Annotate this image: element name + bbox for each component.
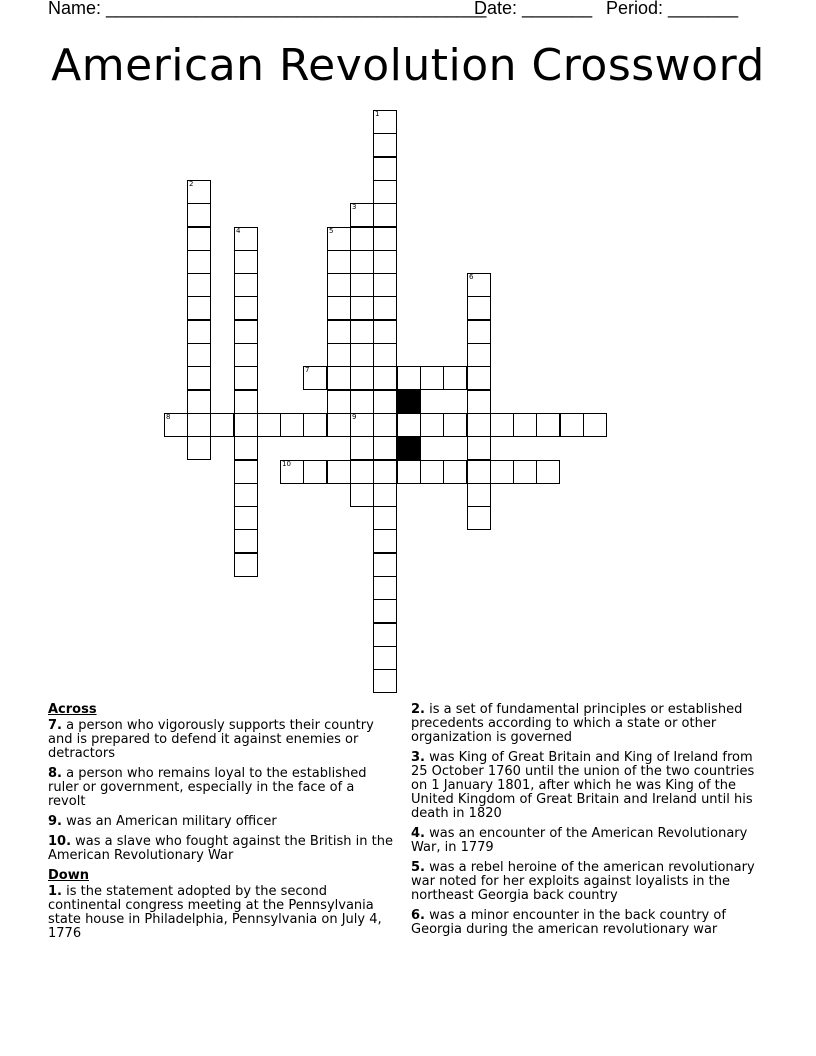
- clue-text: was King of Great Britain and King of Ireland from 25 October 1760 until the union of the two countries on 1 January 1801, after which he was King of the United Kingdom of Great Britain and Ireland until his death in 1820: [411, 750, 755, 821]
- grid-cell[interactable]: [234, 390, 258, 414]
- grid-cell[interactable]: [327, 366, 351, 390]
- period-field-label: Period: _______: [606, 0, 739, 18]
- grid-cell[interactable]: [536, 413, 560, 437]
- grid-cell[interactable]: [234, 506, 258, 530]
- clue-start-number: 7: [305, 366, 310, 374]
- grid-cell[interactable]: [373, 599, 397, 623]
- clue-text: was an encounter of the American Revolutionary War, in 1779: [411, 826, 748, 855]
- grid-cell[interactable]: [350, 343, 374, 367]
- clue-down-3: [411, 751, 766, 821]
- grid-cell[interactable]: [467, 460, 491, 484]
- grid-cell[interactable]: [467, 506, 491, 530]
- grid-cell[interactable]: [187, 250, 211, 274]
- clue-down-5: [411, 861, 766, 903]
- name-field-label: Name: ______________________________________: [48, 0, 487, 18]
- clue-start-number: 8: [166, 413, 171, 421]
- grid-cell[interactable]: [187, 413, 211, 437]
- clue-start-number: 3: [352, 203, 357, 211]
- grid-cell[interactable]: [350, 413, 374, 437]
- clue-number: 7.: [48, 718, 62, 733]
- clue-number: 4.: [411, 826, 425, 841]
- grid-cell[interactable]: [467, 483, 491, 507]
- grid-cell[interactable]: [187, 366, 211, 390]
- grid-cell[interactable]: [560, 413, 584, 437]
- grid-cell[interactable]: [187, 343, 211, 367]
- clue-number: 6.: [411, 908, 425, 923]
- grid-cell[interactable]: [164, 413, 188, 437]
- grid-cell[interactable]: [234, 296, 258, 320]
- grid-cell[interactable]: [280, 413, 304, 437]
- grid-cell[interactable]: [187, 436, 211, 460]
- grid-cell[interactable]: [234, 227, 258, 251]
- grid-cell[interactable]: [443, 413, 467, 437]
- grid-cell[interactable]: [373, 250, 397, 274]
- grid-cell[interactable]: [303, 413, 327, 437]
- grid-cell[interactable]: [373, 413, 397, 437]
- grid-cell[interactable]: [373, 133, 397, 157]
- grid-cell[interactable]: [234, 273, 258, 297]
- clue-across-8: [48, 767, 393, 809]
- clue-start-number: 10: [282, 460, 291, 468]
- grid-cell[interactable]: [373, 320, 397, 344]
- grid-cell[interactable]: [327, 250, 351, 274]
- grid-cell[interactable]: [373, 529, 397, 553]
- grid-cell[interactable]: [234, 343, 258, 367]
- clue-start-number: 9: [352, 413, 357, 421]
- across-heading: Across: [48, 702, 97, 717]
- grid-cell[interactable]: [513, 460, 537, 484]
- grid-cell[interactable]: [373, 110, 397, 134]
- grid-cell[interactable]: [467, 436, 491, 460]
- grid-cell[interactable]: [234, 529, 258, 553]
- grid-black-cell: [397, 390, 421, 414]
- grid-cell[interactable]: [234, 483, 258, 507]
- grid-cell[interactable]: [350, 366, 374, 390]
- grid-cell[interactable]: [327, 320, 351, 344]
- grid-cell[interactable]: [234, 436, 258, 460]
- clue-number: 9.: [48, 814, 62, 829]
- clue-text: is the statement adopted by the second continental congress meeting at the Pennsylvania state house in Philadelphia, Pennsylvania on July 4, 1776: [48, 884, 382, 941]
- grid-cell[interactable]: [373, 227, 397, 251]
- grid-cell[interactable]: [467, 413, 491, 437]
- grid-cell[interactable]: [187, 180, 211, 204]
- grid-cell[interactable]: [373, 273, 397, 297]
- grid-cell[interactable]: [280, 460, 304, 484]
- grid-cell[interactable]: [303, 366, 327, 390]
- grid-cell[interactable]: [350, 227, 374, 251]
- clue-start-number: 1: [375, 110, 380, 118]
- grid-cell[interactable]: [397, 366, 421, 390]
- clue-number: 2.: [411, 702, 425, 717]
- grid-cell[interactable]: [536, 460, 560, 484]
- grid-cell[interactable]: [234, 460, 258, 484]
- grid-cell[interactable]: [327, 413, 351, 437]
- grid-cell[interactable]: [420, 413, 444, 437]
- grid-cell[interactable]: [373, 343, 397, 367]
- grid-cell[interactable]: [350, 436, 374, 460]
- clue-text: a person who remains loyal to the established ruler or government, especially in the face of a revolt: [48, 766, 367, 809]
- grid-cell[interactable]: [350, 390, 374, 414]
- clue-across-7: [48, 719, 393, 761]
- down-heading: Down: [48, 868, 89, 883]
- grid-cell[interactable]: [187, 296, 211, 320]
- clue-down-1: [48, 885, 393, 941]
- grid-cell[interactable]: [187, 273, 211, 297]
- clue-text: a person who vigorously supports their country and is prepared to defend it against enemies or detractors: [48, 718, 374, 761]
- grid-cell[interactable]: [373, 623, 397, 647]
- grid-cell[interactable]: [234, 250, 258, 274]
- clue-start-number: 2: [189, 180, 194, 188]
- grid-cell[interactable]: [350, 460, 374, 484]
- grid-cell[interactable]: [467, 343, 491, 367]
- clue-down-6: [411, 909, 766, 937]
- grid-cell[interactable]: [373, 203, 397, 227]
- clue-start-number: 4: [236, 227, 241, 235]
- grid-cell[interactable]: [350, 483, 374, 507]
- grid-cell[interactable]: [327, 390, 351, 414]
- grid-cell[interactable]: [467, 296, 491, 320]
- grid-cell[interactable]: [327, 273, 351, 297]
- grid-cell[interactable]: [397, 413, 421, 437]
- grid-cell[interactable]: [327, 343, 351, 367]
- grid-cell[interactable]: [234, 366, 258, 390]
- grid-black-cell: [397, 436, 421, 460]
- grid-cell[interactable]: [397, 460, 421, 484]
- clues-column-right: [411, 703, 766, 943]
- clue-number: 3.: [411, 750, 425, 765]
- clue-down-4: [411, 827, 766, 855]
- grid-cell[interactable]: [583, 413, 607, 437]
- grid-cell[interactable]: [443, 366, 467, 390]
- grid-cell[interactable]: [327, 296, 351, 320]
- grid-cell[interactable]: [490, 413, 514, 437]
- grid-cell[interactable]: [350, 250, 374, 274]
- grid-cell[interactable]: [373, 553, 397, 577]
- grid-cell[interactable]: [187, 390, 211, 414]
- clue-text: was a rebel heroine of the american revolutionary war noted for her exploits against loyalists in the northeast Georgia back country: [411, 860, 755, 903]
- grid-cell[interactable]: [234, 320, 258, 344]
- grid-cell[interactable]: [513, 413, 537, 437]
- grid-cell[interactable]: [373, 646, 397, 670]
- grid-cell[interactable]: [467, 273, 491, 297]
- grid-cell[interactable]: [420, 460, 444, 484]
- clue-text: was a slave who fought against the British in the American Revolutionary War: [48, 834, 393, 863]
- clue-start-number: 5: [329, 227, 334, 235]
- grid-cell[interactable]: [490, 460, 514, 484]
- grid-cell[interactable]: [210, 413, 234, 437]
- grid-cell[interactable]: [257, 413, 281, 437]
- grid-cell[interactable]: [373, 436, 397, 460]
- grid-cell[interactable]: [420, 366, 444, 390]
- clue-start-number: 6: [469, 273, 474, 281]
- page-title: American Revolution Crossword: [51, 40, 765, 91]
- grid-cell[interactable]: [373, 483, 397, 507]
- grid-cell[interactable]: [350, 273, 374, 297]
- clue-number: 10.: [48, 834, 72, 849]
- grid-cell[interactable]: [327, 227, 351, 251]
- grid-cell[interactable]: [350, 203, 374, 227]
- clues-column-left: [48, 703, 393, 947]
- grid-cell[interactable]: [373, 390, 397, 414]
- grid-cell[interactable]: [187, 227, 211, 251]
- clue-text: was an American military officer: [66, 814, 277, 829]
- grid-cell[interactable]: [443, 460, 467, 484]
- grid-cell[interactable]: [303, 460, 327, 484]
- grid-cell[interactable]: [373, 180, 397, 204]
- grid-cell[interactable]: [373, 669, 397, 693]
- clue-number: 5.: [411, 860, 425, 875]
- grid-cell[interactable]: [350, 296, 374, 320]
- clue-down-2: [411, 703, 766, 745]
- grid-cell[interactable]: [373, 460, 397, 484]
- clue-across-9: [48, 815, 393, 829]
- grid-cell[interactable]: [350, 320, 374, 344]
- grid-cell[interactable]: [234, 413, 258, 437]
- grid-cell[interactable]: [467, 366, 491, 390]
- clue-text: was a minor encounter in the back country of Georgia during the american revolutionary war: [411, 908, 726, 937]
- grid-cell[interactable]: [373, 576, 397, 600]
- grid-cell[interactable]: [373, 296, 397, 320]
- grid-cell[interactable]: [467, 390, 491, 414]
- grid-cell[interactable]: [234, 553, 258, 577]
- clue-number: 8.: [48, 766, 62, 781]
- grid-cell[interactable]: [327, 460, 351, 484]
- clue-across-10: [48, 835, 393, 863]
- clue-number: 1.: [48, 884, 62, 899]
- grid-cell[interactable]: [467, 320, 491, 344]
- date-field-label: Date: _______: [474, 0, 593, 18]
- grid-cell[interactable]: [187, 203, 211, 227]
- grid-cell[interactable]: [373, 366, 397, 390]
- grid-cell[interactable]: [373, 157, 397, 181]
- clue-text: is a set of fundamental principles or established precedents according to which a state or other organization is governed: [411, 702, 743, 745]
- grid-cell[interactable]: [373, 506, 397, 530]
- grid-cell[interactable]: [187, 320, 211, 344]
